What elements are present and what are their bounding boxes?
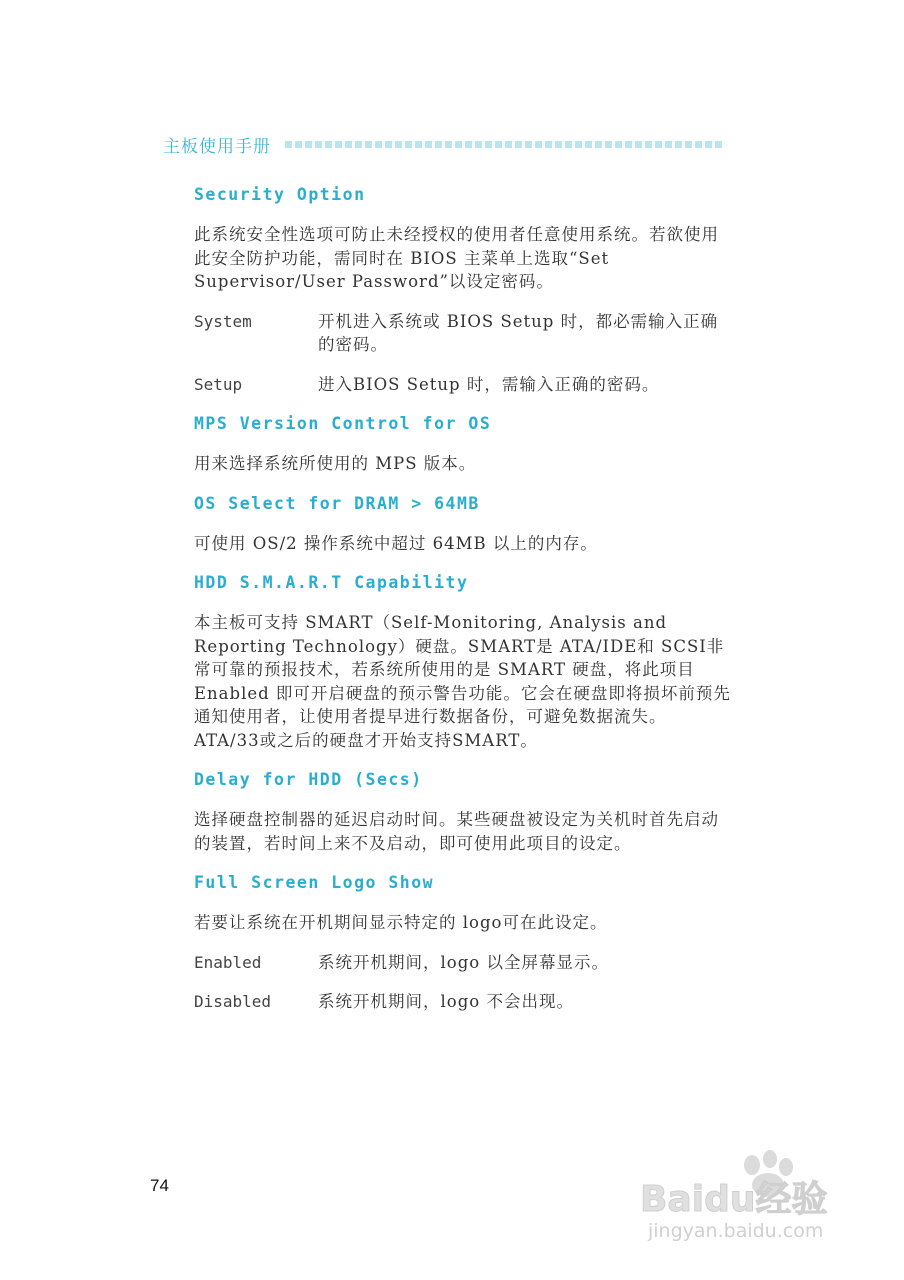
option-row-enabled: [194, 951, 734, 975]
watermark-url: jingyan.baidu.com: [648, 1220, 824, 1242]
section-body-smart: 本主板可支持 SMART（Self-Monitoring, Analysis and Reporting Technology）硬盘。SMART是 ATA/IDE和 SCSI非常可靠的预报技术，若系统所使用的是 SMART 硬盘，将此项目 Enabled 即可开启硬盘的预示警告功能。它会在硬盘即将损坏前预先通知使用者，让使用者提早进行数据备份，可避免数据流失。 ATA/33或之后的硬盘才开始支持SMART。: [194, 613, 731, 750]
page-number: 74: [150, 1176, 169, 1195]
section-body-security: 此系统安全性选项可防止未经授权的使用者任意使用系统。若欲使用此安全防护功能，需同时在 BIOS 主菜单上选取“Set Supervisor/User Password”以设定密码。: [194, 225, 719, 291]
section-body-os-select: 可使用 OS/2 操作系统中超过 64MB 以上的内存。: [194, 533, 598, 553]
section-heading-os-select: OS Select for DRAM > 64MB: [194, 493, 480, 513]
option-row-setup: [194, 373, 734, 397]
section-body-delay: 选择硬盘控制器的延迟启动时间。某些硬盘被设定为关机时首先启动的装置，若时间上来不及启动，即可使用此项目的设定。: [194, 810, 719, 853]
option-row-disabled: [194, 990, 734, 1014]
option-desc: 系统开机期间，logo 以全屏幕显示。: [318, 952, 609, 972]
option-key: Disabled: [194, 992, 272, 1011]
section-body-mps: 用来选择系统所使用的 MPS 版本。: [194, 454, 477, 473]
section-heading-mps: MPS Version Control for OS: [194, 414, 492, 433]
section-heading-security: Security Option: [194, 185, 366, 204]
page-content: [194, 183, 734, 1030]
option-key: Enabled: [194, 952, 262, 972]
section-heading-logo: Full Screen Logo Show: [194, 873, 435, 892]
header-dotted-rule: [285, 141, 725, 148]
option-row-system: [194, 310, 734, 357]
manual-title: 主板使用手册: [163, 137, 271, 157]
section-heading-smart: HDD S.M.A.R.T Capability: [194, 573, 469, 592]
section-body-logo: 若要让系统在开机期间显示特定的 logo可在此设定。: [194, 913, 608, 932]
baidu-watermark-logo: [640, 1145, 860, 1245]
option-key: Setup: [194, 374, 243, 394]
option-key: System: [194, 311, 252, 331]
watermark-brand: Baidu经验: [640, 1179, 828, 1220]
option-desc: 进入BIOS Setup 时，需输入正确的密码。: [318, 374, 660, 394]
section-heading-delay: Delay for HDD (Secs): [194, 770, 423, 789]
page-header: [163, 132, 725, 157]
option-desc: 开机进入系统或 BIOS Setup 时，都必需输入正确的密码。: [318, 311, 719, 354]
option-desc: 系统开机期间，logo 不会出现。: [318, 992, 574, 1011]
